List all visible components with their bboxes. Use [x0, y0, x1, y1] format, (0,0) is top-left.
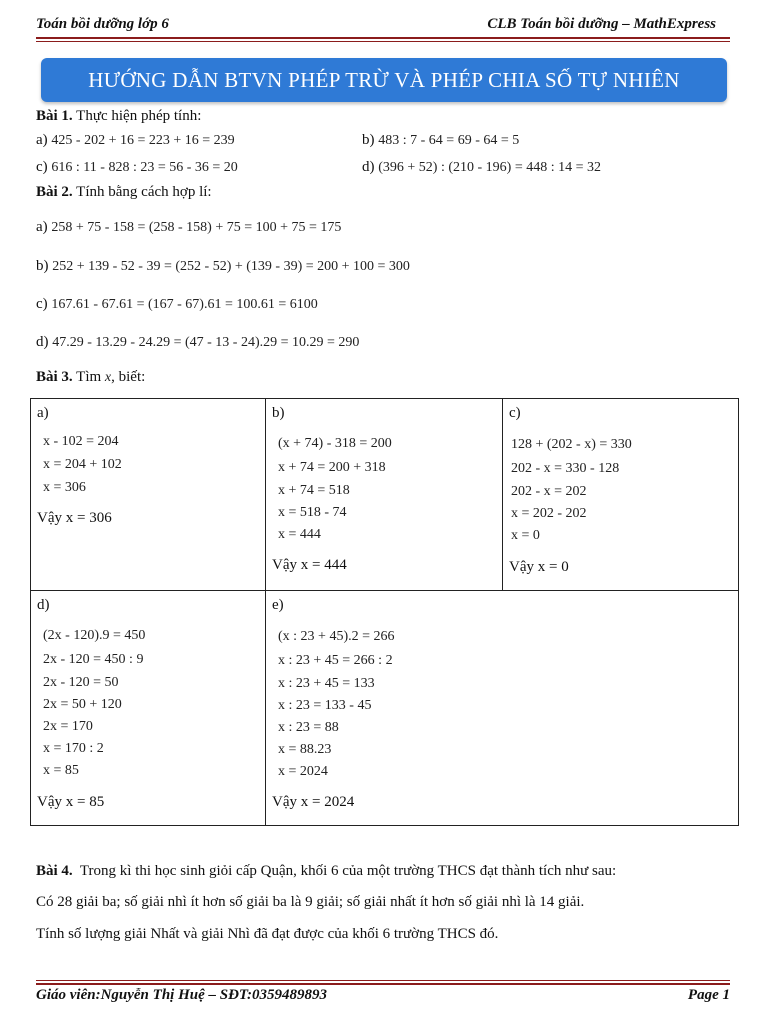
item-expr: 425 - 202 + 16 = 223 + 16 = 239	[51, 133, 235, 148]
bai3-text-after: , biết:	[111, 369, 146, 385]
bai4-text: Trong kì thi học sinh giỏi cấp Quận, khối 6 của một trường THCS đạt thành tích như sau:	[79, 863, 617, 879]
equation-line: x : 23 + 45 = 133	[278, 676, 375, 691]
header-rule	[36, 37, 730, 39]
bai1-item-b	[362, 130, 519, 151]
table-cell-c	[503, 399, 738, 590]
equation-line: (2x - 120).9 = 450	[43, 628, 146, 643]
bai3-heading	[36, 367, 145, 388]
item-expr: 258 + 75 - 158 = (258 - 158) + 75 = 100 + 75 = 175	[51, 220, 342, 235]
bai2-item-a	[36, 217, 341, 238]
item-expr: 483 : 7 - 64 = 69 - 64 = 5	[378, 133, 520, 148]
item-tag: a)	[36, 132, 48, 148]
equation-line: 2x = 170	[43, 719, 93, 734]
conclusion: Vậy x = 444	[272, 557, 347, 573]
conclusion: Vậy x = 2024	[272, 794, 355, 810]
bai1-heading	[36, 106, 201, 126]
table-cell-e	[266, 591, 738, 825]
equation-line: x = 85	[43, 763, 79, 778]
equation-line: x : 23 + 45 = 266 : 2	[278, 653, 393, 668]
bai4-line-2: Có 28 giải ba; số giải nhì ít hơn số giải ba là 9 giải; số giải nhất ít hơn số giải nhì là 14 giải.	[36, 894, 585, 910]
conclusion: Vậy x = 0	[509, 559, 569, 575]
equation-line: x + 74 = 518	[278, 483, 350, 498]
footer-rule	[36, 983, 730, 985]
cell-tag: c)	[509, 405, 521, 421]
equation-line: x = 204 + 102	[43, 457, 122, 472]
header-left-text: Toán bồi dưỡng lớp 6	[36, 16, 169, 32]
bai1-item-a	[36, 130, 235, 151]
bai1-text: Thực hiện phép tính:	[76, 108, 202, 124]
item-tag: a)	[36, 219, 48, 235]
cell-tag: b)	[272, 405, 285, 421]
footer-rule-thin	[36, 980, 730, 981]
equation-line: 202 - x = 330 - 128	[511, 461, 620, 476]
header-rule-thin	[36, 41, 730, 42]
bai3-var: x	[104, 370, 112, 385]
cell-tag: e)	[272, 597, 284, 613]
equation-line: x : 23 = 133 - 45	[278, 698, 372, 713]
page-footer	[36, 987, 730, 1007]
bai1-item-d	[362, 157, 601, 178]
bai1-item-c	[36, 157, 238, 178]
item-expr: 252 + 139 - 52 - 39 = (252 - 52) + (139 - 39) = 200 + 100 = 300	[52, 259, 410, 274]
equation-line: x = 88.23	[278, 742, 332, 757]
bai2-item-b	[36, 256, 410, 277]
conclusion: Vậy x = 85	[37, 794, 105, 810]
equation-line: x = 0	[511, 528, 540, 543]
title-banner	[41, 58, 727, 102]
equation-line: (x + 74) - 318 = 200	[278, 436, 392, 451]
page-header	[36, 16, 716, 36]
footer-left-text: Giáo viên:Nguyễn Thị Huệ – SĐT:0359489893	[36, 987, 327, 1003]
equation-line: (x : 23 + 45).2 = 266	[278, 629, 395, 644]
equation-line: x = 518 - 74	[278, 505, 347, 520]
equation-line: 2x - 120 = 450 : 9	[43, 652, 144, 667]
page-title: HƯỚNG DẪN BTVN PHÉP TRỪ VÀ PHÉP CHIA SỐ TỰ NHIÊN	[88, 67, 680, 92]
bai2-item-d	[36, 332, 359, 353]
bai3-label: Bài 3.	[36, 369, 73, 385]
bai4-line-3: Tính số lượng giải Nhất và giải Nhì đã đạt được của khối 6 trường THCS đó.	[36, 926, 499, 942]
equation-line: x = 2024	[278, 764, 328, 779]
bai2-item-c	[36, 294, 318, 315]
equation-line: x = 170 : 2	[43, 741, 104, 756]
table-cell-b	[266, 399, 502, 590]
equation-line: x : 23 = 88	[278, 720, 339, 735]
item-tag: d)	[362, 159, 375, 175]
header-right-text: CLB Toán bồi dưỡng – MathExpress	[487, 16, 716, 32]
item-tag: b)	[36, 258, 49, 274]
cell-tag: d)	[37, 597, 50, 613]
bai2-label: Bài 2.	[36, 184, 73, 200]
bai4-line-1	[36, 861, 616, 881]
equation-line: 202 - x = 202	[511, 484, 587, 499]
equation-line: 128 + (202 - x) = 330	[511, 437, 632, 452]
item-expr: (396 + 52) : (210 - 196) = 448 : 14 = 32	[378, 160, 602, 175]
bai3-table	[30, 398, 739, 826]
equation-line: x + 74 = 200 + 318	[278, 460, 386, 475]
equation-line: x - 102 = 204	[43, 434, 119, 449]
item-tag: c)	[36, 159, 48, 175]
item-tag: b)	[362, 132, 375, 148]
bai1-label: Bài 1.	[36, 108, 73, 124]
bai2-heading	[36, 182, 212, 202]
item-expr: 616 : 11 - 828 : 23 = 56 - 36 = 20	[51, 160, 238, 175]
equation-line: x = 444	[278, 527, 321, 542]
item-expr: 47.29 - 13.29 - 24.29 = (47 - 13 - 24).29 = 10.29 = 290	[52, 335, 360, 350]
bai2-text: Tính bằng cách hợp lí:	[76, 184, 212, 200]
equation-line: x = 202 - 202	[511, 506, 587, 521]
cell-tag: a)	[37, 405, 49, 421]
equation-line: 2x = 50 + 120	[43, 697, 122, 712]
conclusion: Vậy x = 306	[37, 510, 112, 526]
table-cell-a	[31, 399, 265, 590]
equation-line: 2x - 120 = 50	[43, 675, 119, 690]
equation-line: x = 306	[43, 480, 86, 495]
bai4-label: Bài 4.	[36, 863, 73, 879]
item-tag: c)	[36, 296, 48, 312]
item-tag: d)	[36, 334, 49, 350]
table-cell-d	[31, 591, 265, 825]
bai3-text-before: Tìm	[76, 369, 102, 385]
page-number: Page 1	[687, 987, 730, 1003]
item-expr: 167.61 - 67.61 = (167 - 67).61 = 100.61 = 6100	[51, 297, 318, 312]
